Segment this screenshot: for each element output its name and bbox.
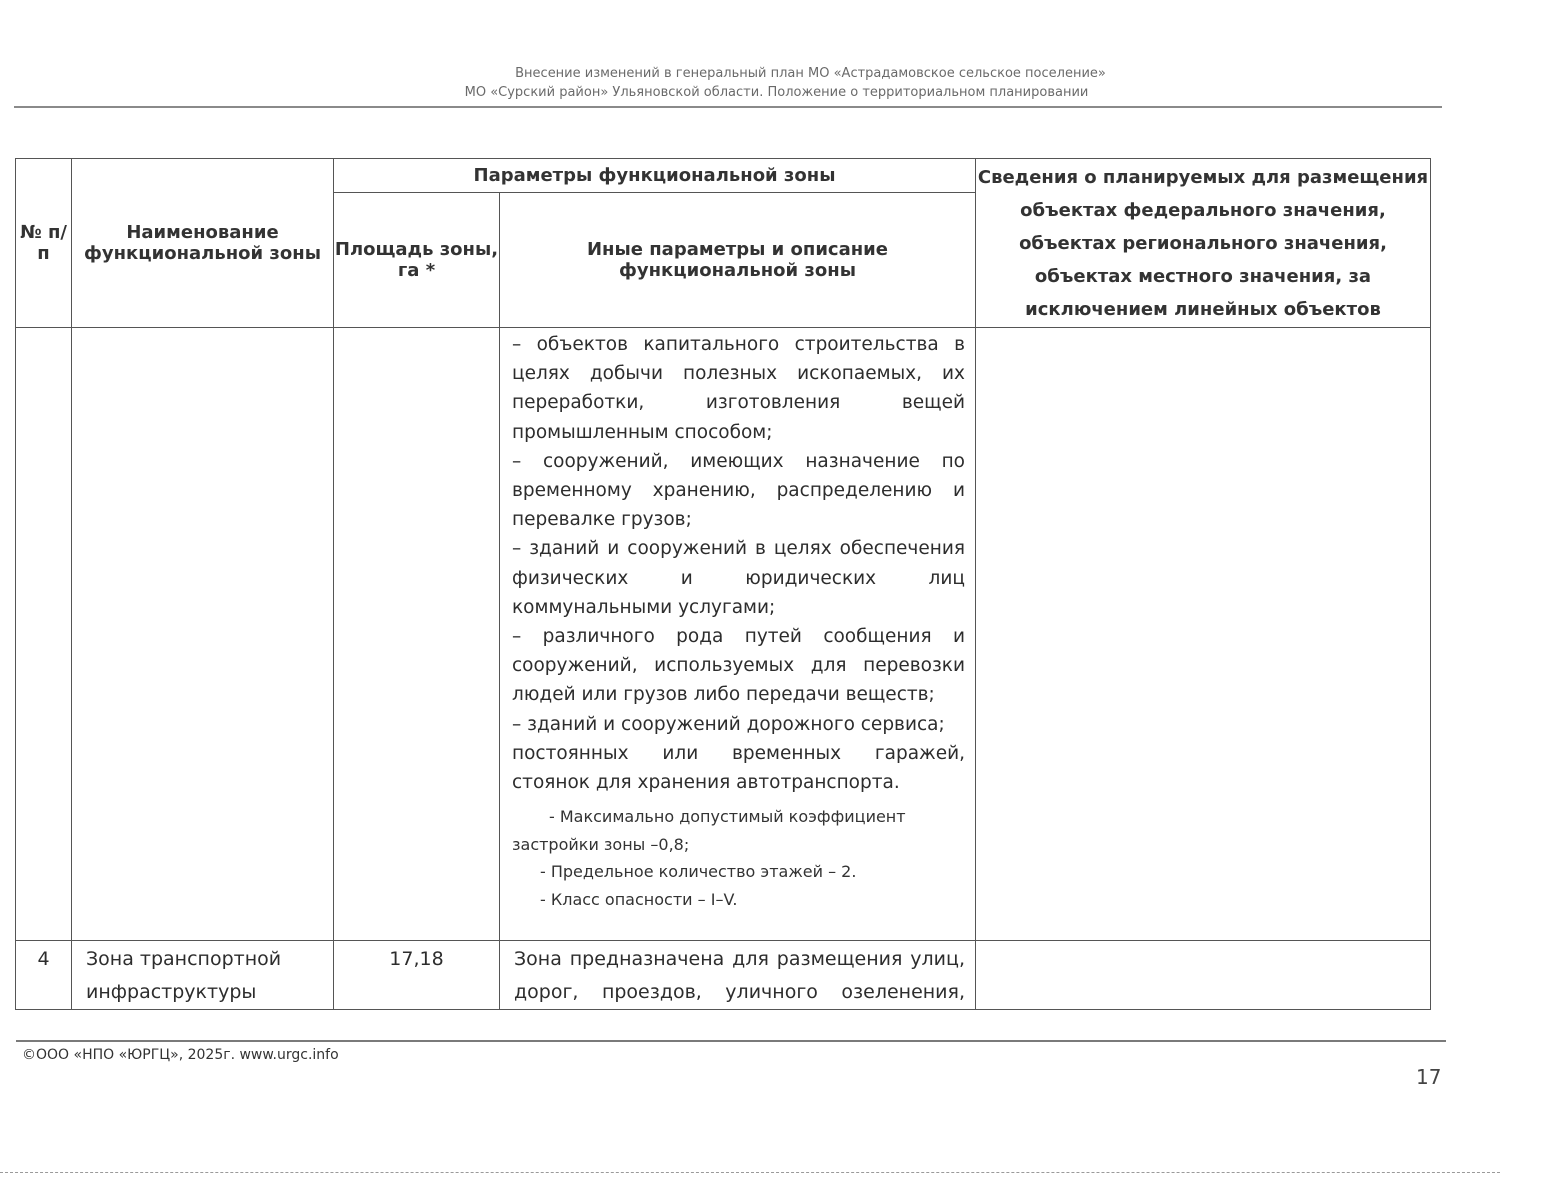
table-header-row-1 — [16, 159, 1431, 193]
cell-zone-name — [72, 328, 334, 941]
cell-zone-name: Зона транспортной инфраструктуры — [72, 941, 334, 1010]
cell-area — [334, 328, 500, 941]
document-header — [0, 64, 1553, 102]
header-area: Площадь зоны, га * — [334, 193, 500, 328]
table-row — [16, 941, 1431, 1010]
description-paragraph: – зданий и сооружений дорожного сервиса; — [512, 713, 945, 735]
cell-num — [16, 328, 72, 941]
header-rule — [14, 106, 1442, 108]
scan-artifact-line — [0, 1172, 1500, 1173]
cell-description — [500, 328, 976, 941]
description-paragraph: – объектов капитального строительства в целях добычи полезных ископаемых, их переработки, изготовления вещей промышленным способом; — [512, 334, 965, 443]
footer-rule — [16, 1040, 1446, 1042]
header-description: Иные параметры и описание функциональной зоны — [500, 193, 976, 328]
cell-planned-objects — [976, 328, 1431, 941]
description-paragraph: – различного рода путей сообщения и сооружений, используемых для перевозки людей или грузов либо передачи веществ; — [512, 626, 965, 706]
table-row — [16, 328, 1431, 941]
header-zone-name: Наименование функциональной зоны — [72, 159, 334, 328]
header-planned-objects: Сведения о планируемых для размещения объектах федерального значения, объектах регионального значения, объектах местного значения, за исключением линейных объектов — [976, 159, 1431, 328]
cell-planned-objects — [976, 941, 1431, 1010]
header-line-1: Внесение изменений в генеральный план МО «Астрадамовское сельское поселение» — [515, 66, 1106, 81]
zone-param: - Класс опасности – I–V. — [540, 889, 738, 909]
zone-param: - Предельное количество этажей – 2. — [540, 862, 857, 882]
cell-area: 17,18 — [334, 941, 500, 1010]
zone-param: застройки зоны –0,8; — [512, 834, 690, 854]
copyright: ©ООО «НПО «ЮРГЦ», 2025г. www.urgc.info — [22, 1047, 339, 1063]
description-paragraph: постоянных или временных гаражей, стоянок для хранения автотранспорта. — [512, 742, 965, 794]
header-params-group: Параметры функциональной зоны — [334, 159, 976, 193]
description-paragraph: – сооружений, имеющих назначение по временному хранению, распределению и перевалке грузов; — [512, 450, 965, 531]
cell-description: Зона предназначена для размещения улиц, дорог, проездов, уличного озеленения, — [500, 941, 976, 1010]
page-number: 17 — [1416, 1065, 1442, 1089]
header-num: № п/п — [16, 159, 72, 328]
description-paragraph: – зданий и сооружений в целях обеспечения физических и юридических лиц коммунальными услугами; — [512, 538, 965, 618]
header-line-2: МО «Сурский район» Ульяновской области. Положение о территориальном планировании — [464, 85, 1089, 100]
cell-num: 4 — [16, 941, 72, 1010]
functional-zones-table — [15, 158, 1431, 1010]
zone-param: - Максимально допустимый коэффициент — [549, 807, 906, 827]
